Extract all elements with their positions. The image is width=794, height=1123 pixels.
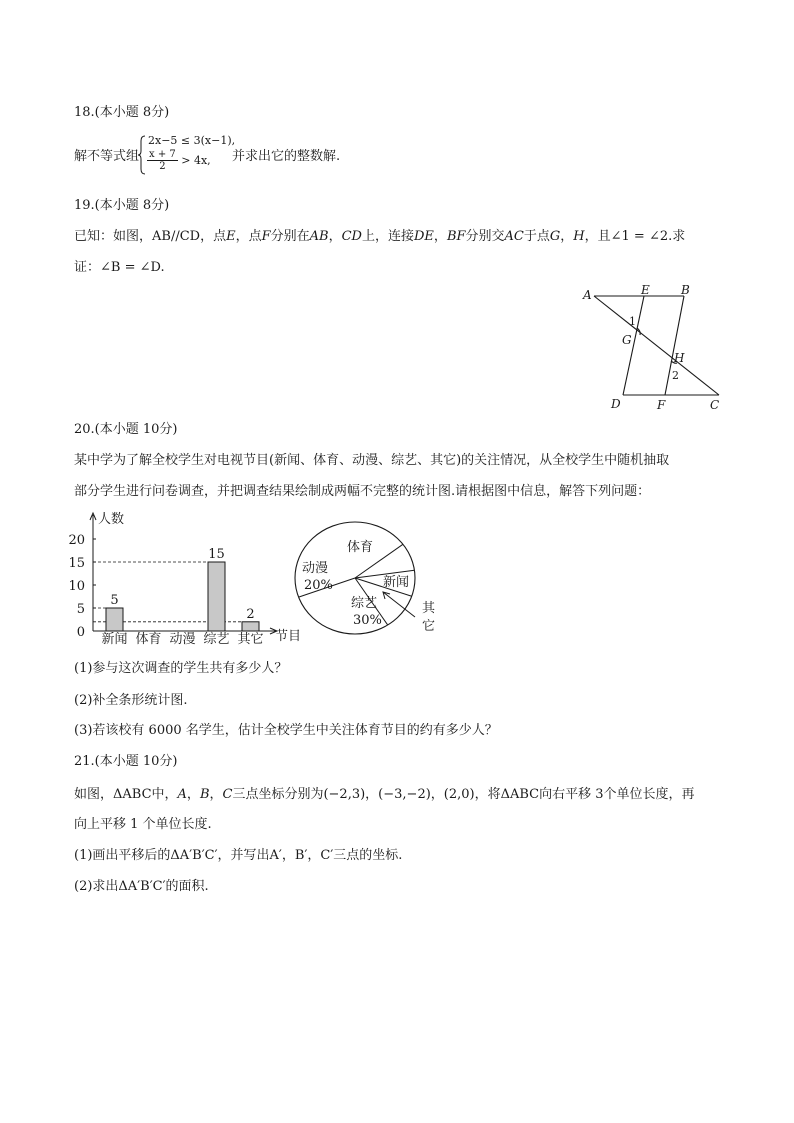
q21-point-c: C (222, 787, 233, 802)
q19-sep: ， (433, 229, 447, 244)
q21-sub1: (1)画出平移后的ΔA′B′C′，并写出A′，B′，C′三点的坐标. (74, 848, 403, 863)
x-axis-title: 节目 (275, 629, 302, 644)
q19-point-h: H (573, 229, 585, 244)
q19-line-bf: BF (446, 229, 466, 244)
fig-label-b: B (681, 283, 690, 297)
fig-angle-1: 1 (629, 315, 636, 328)
q18-frac-numerator: x + 7 (149, 149, 176, 160)
q19-sep: ，点 (235, 229, 262, 244)
q20-sub3: (3)若该校有 6000 名学生，估计全校学生中关注体育节目的约有多少人？ (74, 723, 498, 738)
q20-line2: 部分学生进行问卷调查，并把调查结果绘制成两幅不完整的统计图.请根据图中信息，解答下列问题： (74, 484, 651, 499)
q20-sub2: (2)补全条形统计图. (74, 693, 188, 708)
q19-line-ab: AB (309, 229, 329, 244)
q19-line-de: DE (414, 229, 434, 244)
q18-system-brace (138, 135, 146, 175)
pie-chart (287, 514, 457, 639)
q19-sep: ， (328, 229, 342, 244)
y-tick-label: 20 (68, 533, 85, 548)
q21-text-a: 如图，ΔABC中， (74, 787, 178, 802)
pie-other-label-top: 其 (422, 601, 436, 616)
q18-header: 18.(本小题 8分) (74, 105, 170, 120)
q21-line2: 向上平移 1 个单位长度. (74, 817, 212, 832)
q19-text-e: 于点 (523, 229, 550, 244)
x-category-label: 综艺 (203, 632, 230, 647)
q21-point-a: A (177, 787, 187, 802)
x-category-label: 体育 (135, 632, 162, 647)
q18-prefix: 解不等式组 (74, 149, 140, 164)
q19-text-f: ，且∠1 = ∠2.求 (584, 229, 686, 244)
q19-text-b: 分别在 (270, 229, 310, 244)
fig-label-f: F (657, 398, 666, 412)
q21-header: 21.(本小题 10分) (74, 754, 178, 769)
fig-label-a: A (583, 288, 592, 302)
fig-label-h: H (674, 351, 685, 365)
q19-line2: 证：∠B = ∠D. (74, 260, 165, 275)
q20-sub1: (1)参与这次调查的学生共有多少人？ (74, 661, 288, 676)
x-category-label: 新闻 (101, 632, 128, 647)
q18-frac-denominator: 2 (159, 161, 166, 172)
q19-line-ac: AC (504, 229, 524, 244)
pie-other-label-bottom: 它 (422, 619, 436, 634)
q19-text-d: 分别交 (465, 229, 505, 244)
q19-line-cd: CD (341, 229, 362, 244)
q19-line1 (74, 228, 685, 246)
q21-sep: ， (186, 787, 200, 802)
bar-value-label: 2 (246, 606, 255, 622)
q18-inequality-2 (147, 149, 211, 172)
y-axis-title: 人数 (98, 512, 125, 527)
q20-header: 20.(本小题 10分) (74, 422, 178, 437)
fig-label-c: C (710, 398, 720, 412)
q19-point-f: F (261, 229, 271, 244)
pie-slice-percent: 30% (353, 613, 382, 628)
x-category-label: 动漫 (169, 632, 196, 647)
q19-sep: ， (560, 229, 574, 244)
q21-text-b: 三点坐标分别为(−2,3)，(−3,−2)，(2,0)，将ΔABC向右平移 3个单位长度，再 (232, 787, 695, 802)
fig-label-g: G (622, 333, 632, 347)
fig-label-d: D (611, 397, 621, 411)
segment-ac (594, 296, 719, 395)
bar-value-label: 5 (110, 593, 119, 608)
q18-inequality-1: 2x−5 ≤ 3(x−1), (148, 134, 236, 147)
bar-综艺 (208, 562, 225, 631)
y-tick-label: 10 (68, 579, 85, 594)
x-category-label: 其它 (237, 632, 264, 647)
bar-新闻 (106, 608, 123, 631)
q21-point-b: B (199, 787, 210, 802)
pie-slice-label: 新闻 (383, 575, 410, 590)
pie-slice-label: 体育 (347, 540, 374, 555)
pie-slice-label: 动漫 (302, 561, 329, 576)
q20-line1: 某中学为了解全校学生对电视节目(新闻、体育、动漫、综艺、其它)的关注情况，从全校学生中随机抽取 (74, 453, 670, 468)
pie-slice-percent: 20% (304, 578, 333, 593)
y-tick-label: 0 (76, 625, 85, 640)
q19-text-a: 已知：如图，AB//CD，点 (74, 229, 227, 244)
y-tick-label: 15 (68, 556, 85, 571)
bar-value-label: 15 (208, 547, 225, 562)
q21-sub2: (2)求出ΔA′B′C′的面积. (74, 879, 209, 894)
q19-header: 19.(本小题 8分) (74, 198, 170, 213)
q19-point-e: E (226, 229, 236, 244)
q18-inequality-2-rest: > 4x, (177, 154, 211, 167)
q21-line1 (74, 786, 695, 804)
fig-label-e: E (641, 283, 650, 297)
bar-其它 (242, 622, 259, 631)
pie-slice-label: 综艺 (351, 596, 378, 611)
q19-text-c: 上，连接 (361, 229, 414, 244)
y-tick-label: 5 (76, 602, 85, 617)
q19-geometry-figure (576, 282, 736, 414)
q19-point-g: G (549, 229, 561, 244)
q21-sep: ， (209, 787, 223, 802)
q18-suffix: 并求出它的整数解. (232, 149, 341, 164)
fig-angle-2: 2 (672, 369, 679, 382)
bar-chart (66, 505, 316, 650)
